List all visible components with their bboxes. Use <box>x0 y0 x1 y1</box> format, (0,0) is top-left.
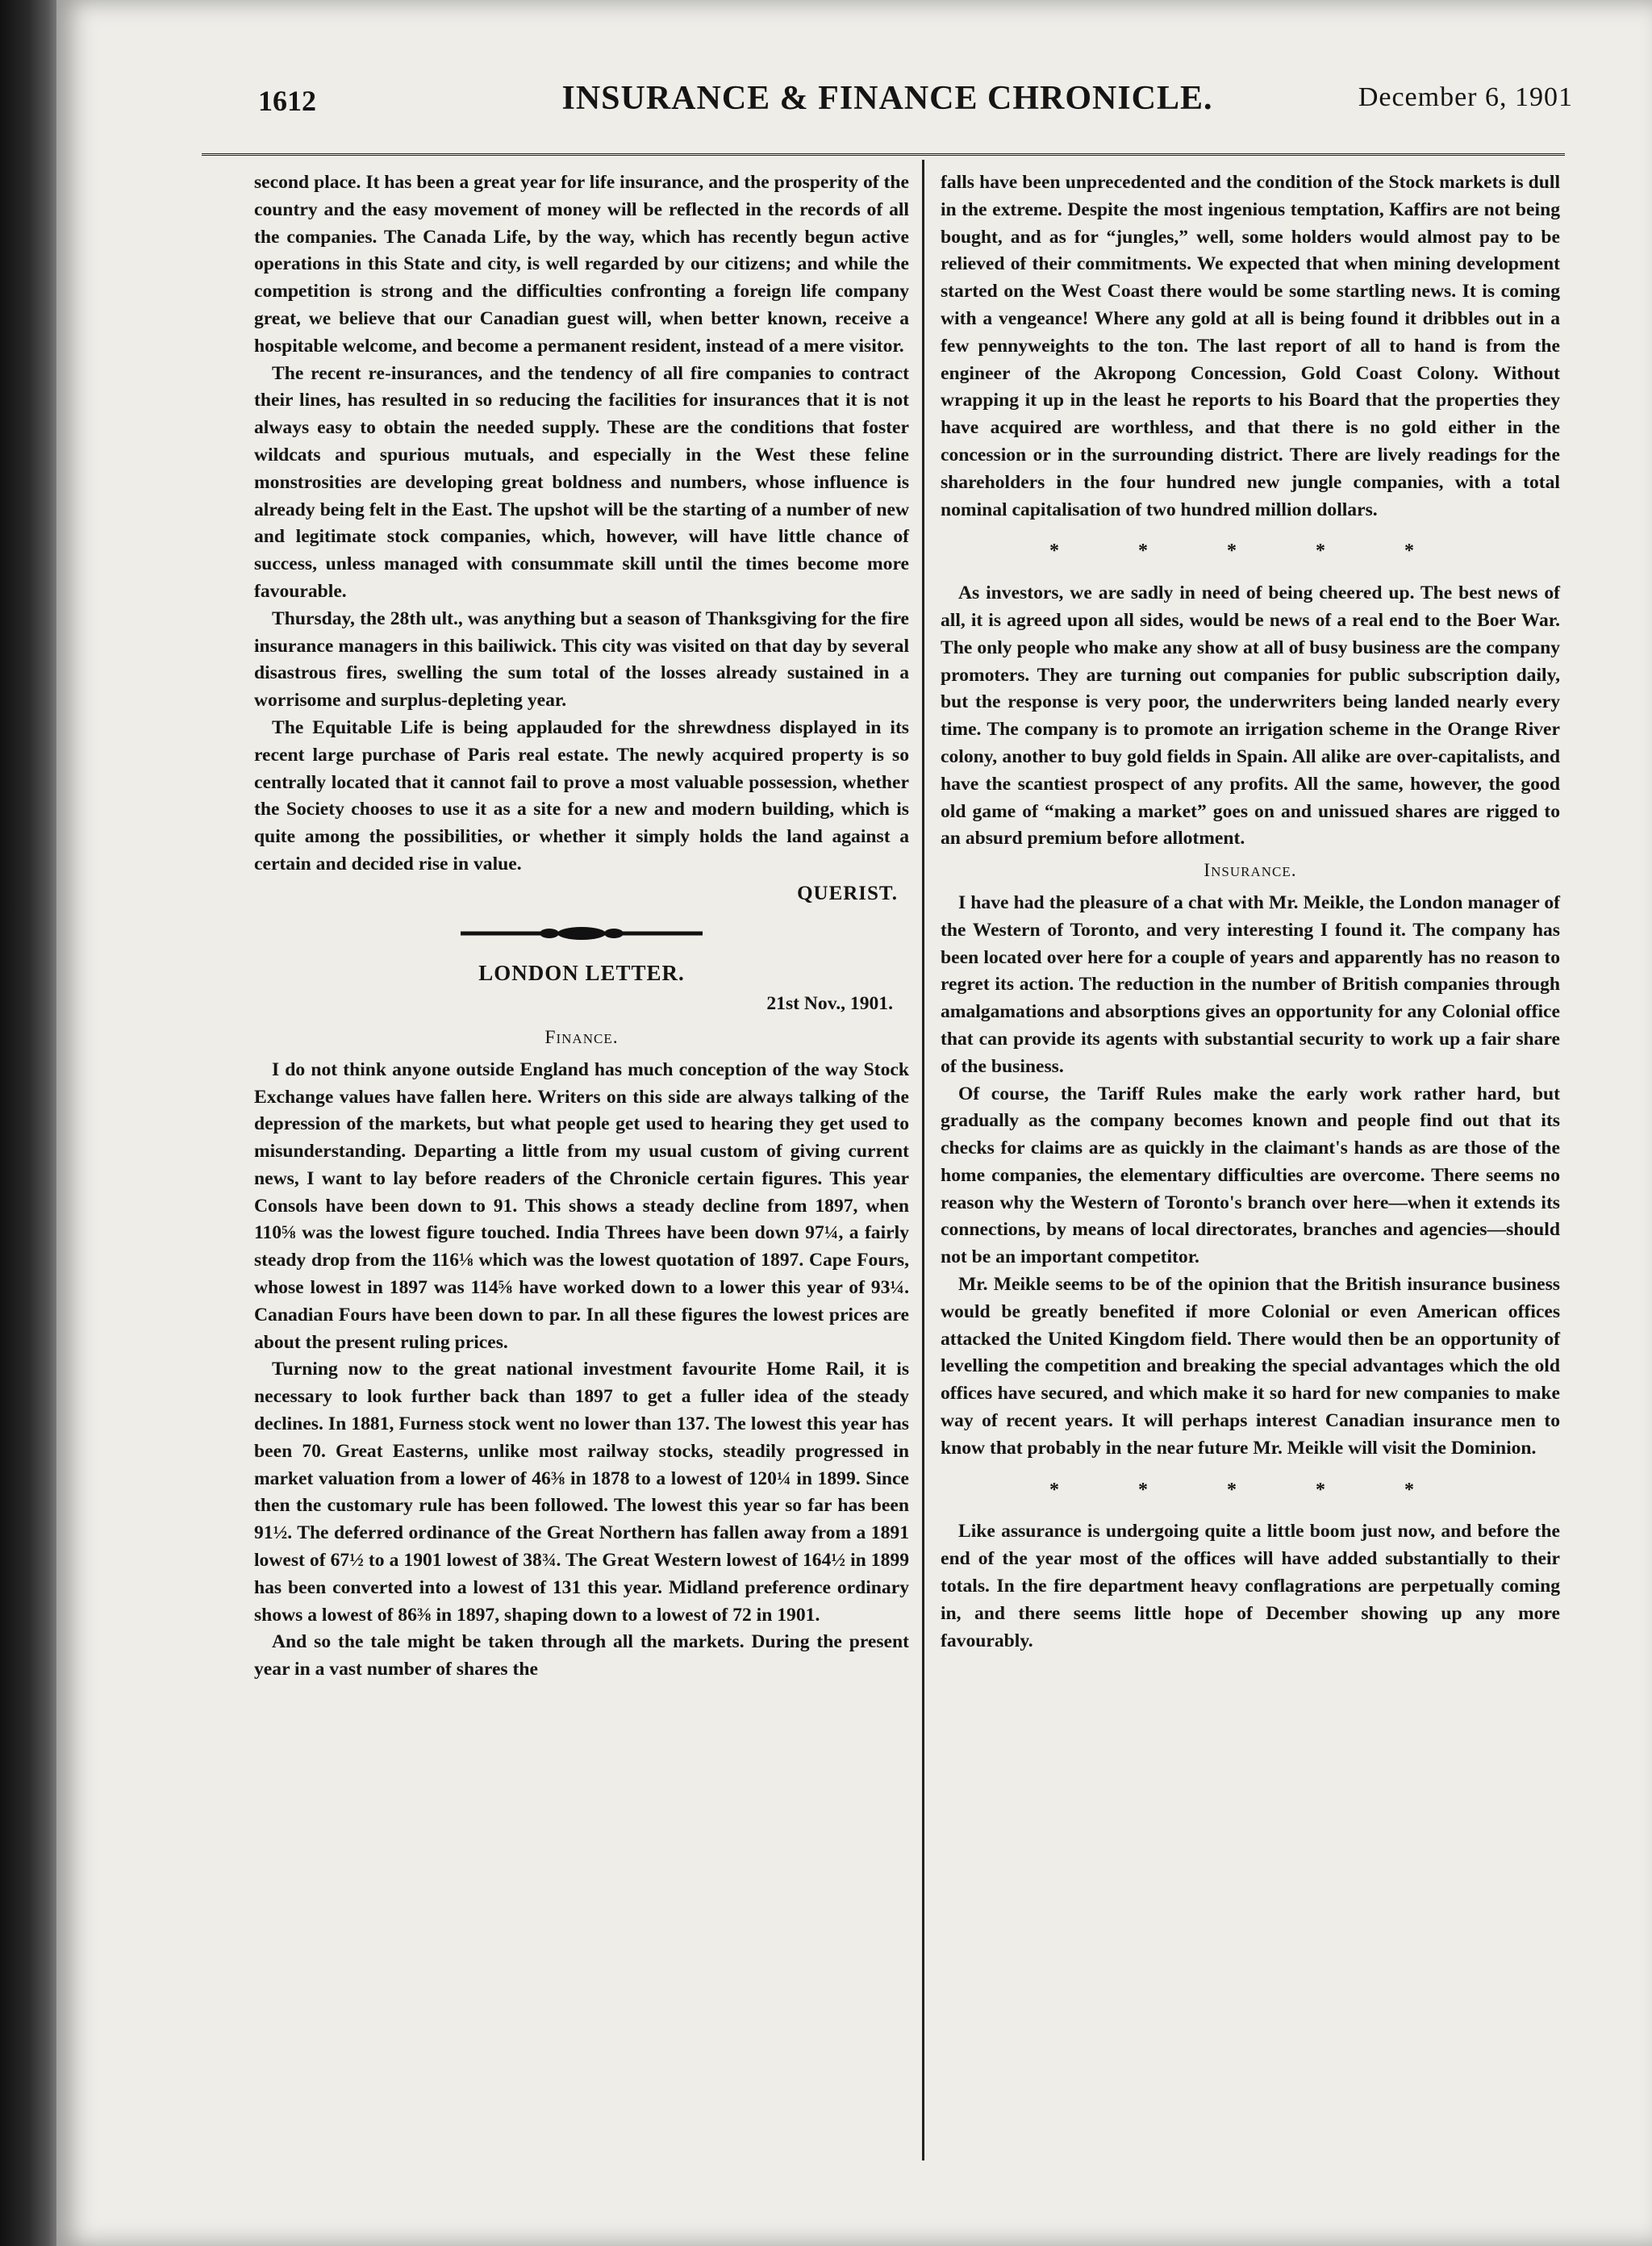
paragraph: Mr. Meikle seems to be of the opinion that the British insurance business would be greatly benefited if more Colonial or even American offices attacked the United Kingdom field. There would then be an opportunity of levelling the competition and breaking the special advantages which the old offices have secured, and which make it so hard for new companies to make way of recent years. It will perhaps interest Canadian insurance men to know that probably in the near future Mr. Meikle will visit the Dominion. <box>941 1274 1560 1459</box>
paragraph: falls have been unprecedented and the condition of the Stock markets is dull in the extreme. Despite the most ingenious temptation, Kaffirs are not being bought, and as for “jungles,” well, some holders would almost pay to be relieved of their commitments. We expected that when mining development started on the West Coast there would be some startling news. It is coming with a vengeance! Where any gold at all is being found it dribbles out in a few pennyweights to the ton. The last report of all to hand is from the engineer of the Akropong Concession, Gold Coast Colony. Without wrapping it up in the least he reports to his Board that the properties they have acquired are worthless, and that there is no gold either in the concession or in the surrounding district. There are lively readings for the shareholders in the four hundred new jungle companies, with a total nominal capitalisation of two hundred million dollars. <box>941 172 1560 520</box>
page-header <box>202 79 1573 127</box>
paragraph: Of course, the Tariff Rules make the early work rather hard, but gradually as the company becomes known and people find out that its checks for claims are as quickly in the claimant's hands as are those of the home companies, the elementary difficulties are overcome. There seems no reason why the Western of Toronto's branch over here—when it extends its connections, by means of local directorates, branches and agencies—should not be an important competitor. <box>941 1083 1560 1268</box>
right-column <box>941 169 1560 1655</box>
paragraph: I have had the pleasure of a chat with Mr. Meikle, the London manager of the Western of Toronto, and very interesting I found it. The company has been located over here for a couple of years and apparently has no reason to regret its action. The reduction in the number of British companies through amalgamations and absorptions gives an opportunity for any Colonial office that can provide its agents with substantial security to work up a fair share of the business. <box>941 891 1560 1077</box>
signature: QUERIST. <box>797 882 898 904</box>
paragraph: second place. It has been a great year for life insurance, and the prosperity of the country and the easy movement of money will be reflected in the records of all the companies. The Canada Life, by the way, which has recently begun active operations in this State and city, is well regarded by our citizens; and while the competition is strong and the difficulties confronting a foreign life company great, we believe that our Canadian guest will, when better known, receive a hospitable welcome, and become a permanent resident, instead of a mere visitor. <box>254 172 909 357</box>
column-rule <box>922 160 924 2160</box>
ornamental-divider <box>254 922 909 950</box>
header-rule <box>202 153 1565 156</box>
paragraph: Turning now to the great national investment favourite Home Rail, it is necessary to look further back than 1897 to get a fuller idea of the steady declines. In 1881, Furness stock went no lower than 137. The lowest this year has been 70. Great Easterns, unlike most railway stocks, steadily progressed in market valuation from a lower of 46⅜ in 1878 to a lowest of 120¼ in 1899. Since then the customary rule has been followed. The lowest this year so far has been 91½. The deferred ordinance of the Great Northern has fallen away from a 1891 lowest of 67½ to a 1901 lowest of 38¾. The Great Western lowest of 164½ in 1899 has been converted into a lowest of 131 this year. Midland preference ordinary shows a lowest of 86⅜ in 1897, shaping down to a lowest of 72 in 1901. <box>254 1359 909 1626</box>
paragraph: And so the tale might be taken through all the markets. During the present year in a vast number of shares the <box>254 1631 909 1680</box>
section-title: LONDON LETTER. <box>478 961 685 986</box>
section-break-stars: * * * * * <box>1049 1479 1451 1501</box>
section-break-stars: * * * * * <box>1049 541 1451 562</box>
book-binding <box>0 0 56 2246</box>
subheading: Finance. <box>544 1026 619 1048</box>
left-column <box>254 169 909 1684</box>
publication-title: INSURANCE & FINANCE CHRONICLE. <box>561 80 1213 117</box>
paragraph: I do not think anyone outside England has much conception of the way Stock Exchange values have fallen here. Writers on this side are always talking of the depression of the markets, but what people get used to hearing they get used to misunderstanding. Departing a little from my usual custom of giving current news, I want to lay before readers of the Chronicle certain figures. This year Consols have been down to 91. This shows a steady decline from 1897, when 110⅝ was the lowest figure touched. India Threes have been down 97¼, a fairly steady drop from the 116⅛ which was the lowest quotation of 1897. Cape Fours, whose lowest in 1897 was 114⅝ have worked down to a lower this year of 93¼. Canadian Fours have been down to par. In all these figures the lowest prices are about the present ruling prices. <box>254 1058 909 1353</box>
issue-date: December 6, 1901 <box>1358 82 1573 112</box>
paragraph: The Equitable Life is being applauded for the shrewdness displayed in its recent large purchase of Paris real estate. The newly acquired property is so centrally located that it cannot fail to prove a most valuable possession, whether the Society chooses to use it as a site for a new and modern building, which is quite among the possibilities, or whether it simply holds the land against a certain and decided rise in value. <box>254 716 909 875</box>
paragraph: The recent re-insurances, and the tendency of all fire companies to contract their lines, has resulted in so reducing the facilities for insurances that it is not always easy to obtain the needed supply. These are the conditions that foster wildcats and spurious mutuals, and especially in the West these feline monstrosities are developing great boldness and numbers, whose influence is already being felt in the East. The upshot will be the starting of a number of new and legitimate stock companies, which, however, will have little chance of success, unless managed with consummate skill until the times become more favourable. <box>254 362 909 602</box>
paragraph: As investors, we are sadly in need of being cheered up. The best news of all, it is agreed upon all sides, would be news of a real end to the Boer War. The only people who make any show at all of busy business are the company promoters. They are turning out companies for public subscription daily, but the response is very poor, the underwriters being landed nearly every time. The company is to promote an irrigation scheme in the Orange River colony, another to buy gold fields in Spain. All alike are over-capitalists, and have the scantiest prospect of any profits. All the same, however, the good old game of “making a market” goes on and unissued shares are rigged to an absurd premium before allotment. <box>941 582 1560 850</box>
newspaper-page <box>56 0 1652 2246</box>
subheading: Insurance. <box>1204 860 1297 882</box>
page-number: 1612 <box>258 85 316 117</box>
paragraph: Thursday, the 28th ult., was anything but a season of Thanksgiving for the fire insurance managers in this bailiwick. This city was visited on that day by several disastrous fires, swelling the sum total of the losses already sustained in a worrisome and surplus-depleting year. <box>254 607 909 712</box>
paragraph: Like assurance is undergoing quite a little boom just now, and before the end of the year most of the offices will have added substantially to their totals. In the fire department heavy conflagrations are perpetually coming in, and there seems little hope of December showing up any more favourably. <box>941 1521 1560 1651</box>
dateline: 21st Nov., 1901. <box>766 993 893 1015</box>
